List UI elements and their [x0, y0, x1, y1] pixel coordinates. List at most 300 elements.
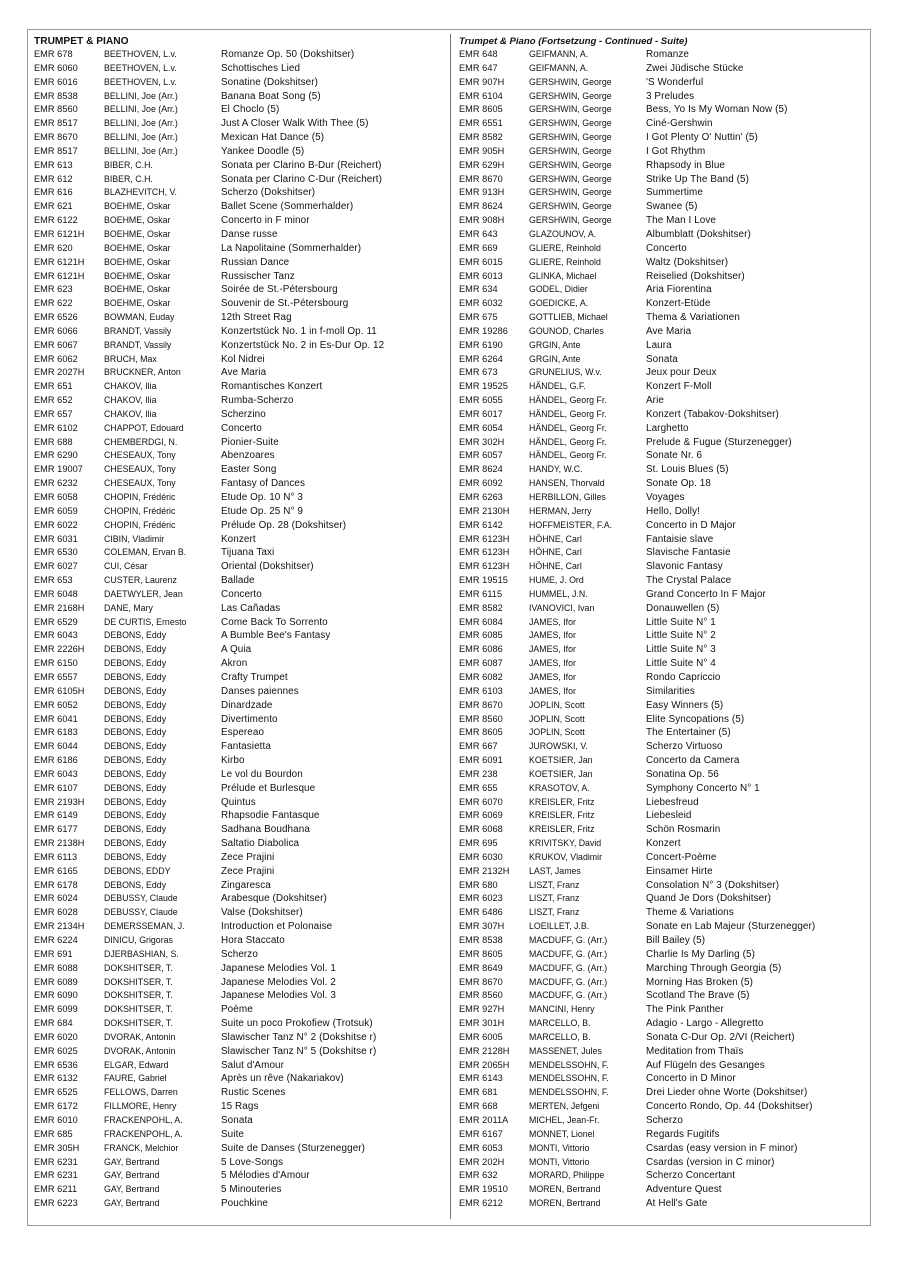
catalog-row	[459, 394, 687, 408]
catalog-row	[459, 380, 712, 394]
catalog-row	[459, 353, 687, 367]
catalog-row	[459, 519, 736, 533]
catalog-number: EMR 301H	[459, 1018, 505, 1029]
composer-name: GERSHWIN, George	[529, 76, 612, 87]
piece-title: Russischer Tanz	[221, 270, 295, 282]
piece-title: Liebesfreud	[646, 796, 699, 808]
composer-name: GAY, Bertrand	[104, 1156, 160, 1167]
catalog-row	[34, 1045, 377, 1059]
piece-title: Scherzo	[646, 1114, 683, 1126]
composer-name: HÖHNE, Carl	[529, 561, 582, 572]
catalog-row	[459, 1156, 775, 1170]
catalog-row	[34, 463, 277, 477]
piece-title: Quintus	[221, 796, 256, 808]
piece-title: Concerto in D Major	[646, 519, 736, 531]
piece-title: Suite un poco Prokofiew (Trotsuk)	[221, 1018, 373, 1030]
catalog-row	[459, 560, 723, 574]
catalog-row	[459, 463, 729, 477]
catalog-number: EMR 6113	[34, 851, 78, 862]
catalog-row	[34, 1114, 253, 1128]
catalog-number: EMR 6054	[459, 422, 503, 433]
composer-name: MICHEL, Jean-Fr.	[529, 1114, 600, 1125]
catalog-number: EMR 613	[34, 159, 73, 170]
catalog-number: EMR 6557	[34, 671, 78, 682]
catalog-row	[459, 920, 816, 934]
piece-title: Konzert	[646, 838, 681, 850]
composer-name: DEBONS, Eddy	[104, 727, 167, 738]
piece-title: Concerto Rondo, Op. 44 (Dokshitser)	[646, 1101, 813, 1113]
catalog-row	[459, 602, 720, 616]
composer-name: HÖHNE, Carl	[529, 533, 582, 544]
composer-name: DINICU, Grigoras	[104, 935, 173, 945]
composer-name: BEETHOVEN, L.v.	[104, 49, 177, 59]
catalog-number: EMR 647	[459, 62, 498, 73]
catalog-row	[34, 851, 275, 865]
catalog-number: EMR 6149	[34, 810, 78, 821]
piece-title: Scherzo (Dokshitser)	[221, 187, 316, 199]
catalog-row	[34, 117, 369, 131]
catalog-row	[34, 560, 314, 574]
composer-name: GAY, Bertrand	[104, 1198, 160, 1209]
catalog-row	[459, 1045, 744, 1059]
composer-name: FILLMORE, Henry	[104, 1101, 177, 1112]
piece-title: Crafty Trumpet	[221, 671, 288, 683]
piece-title: Scherzo Virtuoso	[646, 741, 723, 753]
catalog-number: EMR 6092	[459, 478, 503, 489]
catalog-row	[459, 214, 717, 228]
catalog-number: EMR 6085	[459, 630, 503, 641]
catalog-number: EMR 6143	[459, 1073, 503, 1084]
composer-name: JAMES, Ifor	[529, 616, 576, 627]
composer-name: MERTEN, Jefgeni	[529, 1101, 600, 1112]
composer-name: DEBONS, Eddy	[104, 851, 167, 862]
catalog-number: EMR 202H	[459, 1156, 505, 1167]
catalog-row	[34, 1128, 245, 1142]
catalog-row	[34, 989, 336, 1003]
piece-title: I Got Plenty O' Nuttin' (5)	[646, 132, 758, 144]
catalog-number: EMR 6123H	[459, 547, 510, 558]
catalog-row	[459, 699, 724, 713]
catalog-row	[459, 616, 716, 630]
composer-name: CHAKOV, Ilia	[104, 381, 157, 392]
piece-title: Sonata C-Dur Op. 2/VI (Reichert)	[646, 1031, 795, 1043]
piece-title: Meditation from Thaïs	[646, 1045, 744, 1057]
catalog-number: EMR 302H	[459, 436, 505, 447]
piece-title: Consolation N° 3 (Dokshitser)	[646, 879, 780, 891]
piece-title: Ave Maria	[646, 325, 692, 337]
piece-title: The Man I Love	[646, 215, 717, 227]
composer-name: DEBONS, Eddy	[104, 796, 167, 807]
catalog-number: EMR 6044	[34, 741, 78, 752]
catalog-row	[34, 1003, 253, 1017]
composer-name: DAETWYLER, Jean	[104, 588, 183, 599]
piece-title: Rumba-Scherzo	[221, 395, 294, 407]
composer-name: DOKSHITSER, T.	[104, 1018, 173, 1029]
catalog-number: EMR 6088	[34, 962, 78, 973]
catalog-row	[459, 1017, 764, 1031]
composer-name: HÄNDEL, G.F.	[529, 381, 586, 392]
piece-title: Suite de Danses (Sturzenegger)	[221, 1142, 366, 1154]
composer-name: KRIVITSKY, David	[529, 838, 602, 849]
catalog-number: EMR 653	[34, 575, 73, 586]
composer-name: GLINKA, Michael	[529, 270, 597, 281]
piece-title: Similarities	[646, 685, 695, 697]
catalog-row	[459, 989, 750, 1003]
composer-name: GRGIN, Ante	[529, 353, 581, 364]
catalog-number: EMR 6107	[34, 782, 78, 793]
composer-name: CUSTER, Laurenz	[104, 575, 177, 586]
catalog-row	[34, 48, 355, 62]
catalog-row	[459, 200, 698, 214]
composer-name: DE CURTIS, Ernesto	[104, 616, 187, 627]
piece-title: Etude Op. 25 N° 9	[221, 505, 303, 517]
catalog-row	[34, 948, 258, 962]
catalog-number: EMR 621	[34, 201, 73, 212]
piece-title: Marching Through Georgia (5)	[646, 962, 782, 974]
catalog-number: EMR 6084	[459, 616, 503, 627]
catalog-number: EMR 6223	[34, 1198, 78, 1209]
piece-title: Prélude et Burlesque	[221, 782, 316, 794]
catalog-number: EMR 6190	[459, 339, 503, 350]
catalog-number: EMR 8605	[459, 104, 503, 115]
catalog-number: EMR 622	[34, 298, 73, 309]
catalog-row	[459, 1086, 808, 1100]
catalog-row	[34, 533, 256, 547]
catalog-row	[34, 159, 382, 173]
piece-title: Le vol du Bourdon	[221, 768, 303, 780]
catalog-row	[459, 1142, 798, 1156]
composer-name: BLAZHEVITCH, V.	[104, 187, 178, 198]
catalog-row	[459, 1059, 765, 1073]
composer-name: CHESEAUX, Tony	[104, 450, 176, 461]
piece-title: Akron	[221, 658, 248, 670]
catalog-number: EMR 8582	[459, 132, 503, 143]
catalog-number: EMR 6022	[34, 519, 78, 530]
catalog-row	[459, 436, 792, 450]
catalog-row	[459, 629, 716, 643]
composer-name: HÄNDEL, Georg Fr.	[529, 422, 607, 433]
catalog-number: EMR 6231	[34, 1170, 78, 1181]
composer-name: GERSHWIN, George	[529, 145, 612, 156]
composer-name: GODEL, Didier	[529, 284, 588, 295]
catalog-row	[459, 505, 700, 519]
catalog-row	[34, 837, 300, 851]
piece-title: 5 Love-Songs	[221, 1156, 284, 1168]
catalog-number: EMR 6057	[459, 450, 503, 461]
catalog-row	[459, 796, 699, 810]
catalog-number: EMR 675	[459, 312, 498, 323]
catalog-row	[34, 173, 383, 187]
catalog-number: EMR 2027H	[34, 367, 85, 378]
composer-name: HOFFMEISTER, F.A.	[529, 519, 613, 530]
catalog-number: EMR 651	[34, 381, 73, 392]
catalog-number: EMR 2011A	[459, 1114, 509, 1125]
catalog-row	[459, 546, 731, 560]
composer-name: CHESEAUX, Tony	[104, 478, 176, 489]
catalog-row	[34, 685, 299, 699]
composer-name: CHOPIN, Frédéric	[104, 519, 176, 530]
piece-title: Las Cañadas	[221, 602, 281, 614]
composer-name: LOEILLET, J.B.	[529, 921, 590, 932]
composer-name: BRANDT, Vassily	[104, 325, 172, 336]
composer-name: COLEMAN, Ervan B.	[104, 547, 187, 558]
catalog-number: EMR 6005	[459, 1031, 503, 1042]
catalog-number: EMR 6016	[34, 76, 78, 87]
catalog-number: EMR 6062	[34, 353, 78, 364]
composer-name: CHAKOV, Ilia	[104, 408, 157, 419]
catalog-number: EMR 6165	[34, 865, 78, 876]
catalog-row	[34, 1059, 285, 1073]
composer-name: DVORAK, Antonin	[104, 1031, 176, 1042]
piece-title: Salut d'Amour	[221, 1059, 285, 1071]
catalog-number: EMR 8605	[459, 727, 503, 738]
catalog-number: EMR 6529	[34, 616, 78, 627]
composer-name: HÄNDEL, Georg Fr.	[529, 395, 607, 406]
piece-title: Scherzo	[221, 948, 258, 960]
catalog-row	[459, 1128, 720, 1142]
composer-name: HÄNDEL, Georg Fr.	[529, 436, 607, 447]
catalog-number: EMR 6086	[459, 644, 503, 655]
catalog-number: EMR 905H	[459, 145, 505, 156]
piece-title: Schottisches Lied	[221, 62, 301, 74]
catalog-row	[34, 200, 354, 214]
catalog-row	[34, 339, 385, 353]
composer-name: FELLOWS, Darren	[104, 1087, 178, 1098]
catalog-number: EMR 6186	[34, 755, 78, 766]
catalog-number: EMR 634	[459, 284, 498, 295]
piece-title: 'S Wonderful	[646, 76, 704, 88]
catalog-number: EMR 6104	[459, 90, 503, 101]
piece-title: Donauwellen (5)	[646, 602, 720, 614]
catalog-number: EMR 643	[459, 228, 498, 239]
catalog-row	[34, 1183, 282, 1197]
piece-title: Scherzino	[221, 408, 266, 420]
catalog-number: EMR 6043	[34, 768, 78, 779]
catalog-row	[459, 809, 692, 823]
composer-name: GEIFMANN, A.	[529, 49, 589, 59]
catalog-row	[34, 629, 331, 643]
catalog-number: EMR 6024	[34, 893, 78, 904]
catalog-row	[459, 892, 771, 906]
left-heading: TRUMPET & PIANO	[34, 36, 129, 47]
catalog-row	[34, 546, 275, 560]
piece-title: Concerto in D Minor	[646, 1073, 736, 1085]
composer-name: BOEHME, Oskar	[104, 256, 171, 267]
catalog-number: EMR 6053	[459, 1142, 503, 1153]
piece-title: Fantasietta	[221, 741, 271, 753]
catalog-number: EMR 6070	[459, 796, 503, 807]
catalog-number: EMR 620	[34, 242, 73, 253]
piece-title: Schön Rosmarin	[646, 824, 721, 836]
catalog-number: EMR 2130H	[459, 505, 510, 516]
catalog-number: EMR 8560	[459, 990, 503, 1001]
piece-title: Concert-Poème	[646, 851, 717, 863]
piece-title: Sonata	[221, 1114, 253, 1126]
piece-title: Adventure Quest	[646, 1184, 722, 1196]
piece-title: Symphony Concerto N° 1	[646, 782, 760, 794]
catalog-row	[459, 574, 732, 588]
piece-title: Konzertstück No. 1 in f-moll Op. 11	[221, 325, 377, 337]
catalog-row	[34, 90, 321, 104]
composer-name: KRUKOV, Vladimir	[529, 851, 603, 862]
catalog-row	[34, 892, 327, 906]
catalog-number: EMR 6530	[34, 547, 78, 558]
catalog-number: EMR 6030	[459, 851, 503, 862]
catalog-number: EMR 6013	[459, 270, 503, 281]
catalog-row	[459, 173, 750, 187]
catalog-row	[459, 851, 717, 865]
catalog-number: EMR 6059	[34, 505, 78, 516]
composer-name: MONTI, Vittorio	[529, 1156, 590, 1167]
piece-title: Reiselied (Dokshitser)	[646, 270, 745, 282]
piece-title: Pionier-Suite	[221, 436, 279, 448]
catalog-number: EMR 6142	[459, 519, 503, 530]
catalog-number: EMR 6525	[34, 1087, 78, 1098]
composer-name: MACDUFF, G. (Arr.)	[529, 976, 608, 987]
catalog-row	[459, 823, 721, 837]
piece-title: Arabesque (Dokshitser)	[221, 893, 327, 905]
composer-name: FRACKENPOHL, A.	[104, 1114, 183, 1125]
catalog-number: EMR 8560	[459, 713, 503, 724]
composer-name: CHAKOV, Ilia	[104, 395, 157, 406]
catalog-row	[459, 657, 716, 671]
catalog-number: EMR 6115	[459, 588, 503, 599]
composer-name: GERSHWIN, George	[529, 187, 612, 198]
catalog-row	[34, 588, 262, 602]
composer-name: BOEHME, Oskar	[104, 284, 171, 295]
piece-title: Theme & Variations	[646, 907, 734, 919]
composer-name: GAY, Bertrand	[104, 1170, 160, 1181]
catalog-row	[34, 1017, 373, 1031]
catalog-number: EMR 6121H	[34, 228, 85, 239]
catalog-row	[459, 533, 714, 547]
catalog-row	[34, 228, 278, 242]
composer-name: HÖHNE, Carl	[529, 547, 582, 558]
catalog-row	[34, 214, 310, 228]
catalog-row	[34, 1169, 310, 1183]
piece-title: Divertimento	[221, 713, 278, 725]
catalog-row	[34, 62, 301, 76]
catalog-row	[459, 1031, 795, 1045]
piece-title: Quand Je Dors (Dokshitser)	[646, 893, 771, 905]
catalog-number: EMR 6017	[459, 408, 503, 419]
piece-title: Zece Prajini	[221, 851, 275, 863]
composer-name: MOREN, Bertrand	[529, 1198, 601, 1209]
composer-name: IVANOVICI, Ivan	[529, 602, 595, 613]
piece-title: Rhapsody in Blue	[646, 159, 726, 171]
composer-name: HÄNDEL, Georg Fr.	[529, 408, 607, 419]
catalog-number: EMR 6150	[34, 658, 78, 669]
piece-title: Just A Closer Walk With Thee (5)	[221, 118, 369, 130]
catalog-number: EMR 6027	[34, 561, 78, 572]
catalog-number: EMR 6486	[459, 907, 503, 918]
catalog-number: EMR 6087	[459, 658, 503, 669]
catalog-row	[34, 796, 256, 810]
catalog-row	[34, 616, 328, 630]
catalog-row	[459, 713, 745, 727]
piece-title: Waltz (Dokshitser)	[646, 256, 729, 268]
composer-name: DEBONS, Eddy	[104, 838, 167, 849]
catalog-number: EMR 648	[459, 49, 498, 59]
catalog-row	[459, 1183, 722, 1197]
catalog-number: EMR 6212	[459, 1198, 503, 1209]
piece-title: Larghetto	[646, 422, 689, 434]
catalog-row	[459, 879, 780, 893]
piece-title: Tijuana Taxi	[221, 547, 275, 559]
catalog-number: EMR 6067	[34, 339, 78, 350]
catalog-number: EMR 612	[34, 173, 73, 184]
composer-name: BEETHOVEN, L.v.	[104, 76, 177, 87]
composer-name: GERSHWIN, George	[529, 215, 612, 226]
piece-title: Konzert F-Moll	[646, 381, 712, 393]
piece-title: Charlie Is My Darling (5)	[646, 948, 755, 960]
composer-name: LISZT, Franz	[529, 879, 580, 890]
catalog-number: EMR 6010	[34, 1114, 78, 1125]
piece-title: Liebesleid	[646, 810, 692, 822]
piece-title: Danse russe	[221, 228, 278, 240]
piece-title: Swanee (5)	[646, 201, 698, 213]
catalog-row	[34, 505, 303, 519]
composer-name: JAMES, Ifor	[529, 644, 576, 655]
catalog-number: EMR 2128H	[459, 1045, 510, 1056]
composer-name: MANCINI, Henry	[529, 1004, 595, 1015]
catalog-row	[459, 339, 687, 353]
catalog-row	[459, 671, 721, 685]
catalog-row	[459, 256, 729, 270]
piece-title: Arie	[646, 395, 664, 407]
catalog-row	[34, 657, 248, 671]
composer-name: CHESEAUX, Tony	[104, 464, 176, 475]
composer-name: GERSHWIN, George	[529, 173, 612, 184]
piece-title: Après un rêve (Nakariakov)	[221, 1073, 344, 1085]
composer-name: DEBONS, Eddy	[104, 824, 167, 835]
piece-title: Rhapsodie Fantasque	[221, 810, 320, 822]
catalog-number: EMR 6122	[34, 215, 78, 226]
piece-title: Ciné-Gershwin	[646, 118, 713, 130]
catalog-row	[459, 297, 711, 311]
catalog-number: EMR 629H	[459, 159, 505, 170]
composer-name: CIBIN, Vladimir	[104, 533, 165, 544]
composer-name: DEBONS, Eddy	[104, 755, 167, 766]
catalog-row	[34, 1156, 284, 1170]
composer-name: JAMES, Ifor	[529, 630, 576, 641]
composer-name: DANE, Mary	[104, 602, 153, 613]
catalog-number: EMR 927H	[459, 1004, 505, 1015]
catalog-row	[34, 103, 280, 117]
catalog-number: EMR 6183	[34, 727, 78, 738]
piece-title: Kirbo	[221, 755, 245, 767]
composer-name: GLIERE, Reinhold	[529, 256, 601, 267]
piece-title: Japanese Melodies Vol. 2	[221, 976, 336, 988]
right-catalog-list	[459, 48, 816, 1211]
catalog-number: EMR 6015	[459, 256, 503, 267]
catalog-row	[459, 1003, 724, 1017]
piece-title: I Got Rhythm	[646, 145, 706, 157]
piece-title: Ballade	[221, 575, 255, 587]
composer-name: GAY, Bertrand	[104, 1184, 160, 1195]
piece-title: The Pink Panther	[646, 1004, 724, 1016]
composer-name: BOEHME, Oskar	[104, 298, 171, 309]
catalog-row	[459, 726, 731, 740]
piece-title: Sonata	[646, 353, 678, 365]
catalog-number: EMR 19515	[459, 575, 508, 586]
catalog-row	[459, 948, 755, 962]
catalog-number: EMR 6103	[459, 685, 503, 696]
catalog-number: EMR 6031	[34, 533, 78, 544]
catalog-number: EMR 2138H	[34, 838, 85, 849]
catalog-row	[459, 325, 692, 339]
piece-title: Sadhana Boudhana	[221, 824, 310, 836]
